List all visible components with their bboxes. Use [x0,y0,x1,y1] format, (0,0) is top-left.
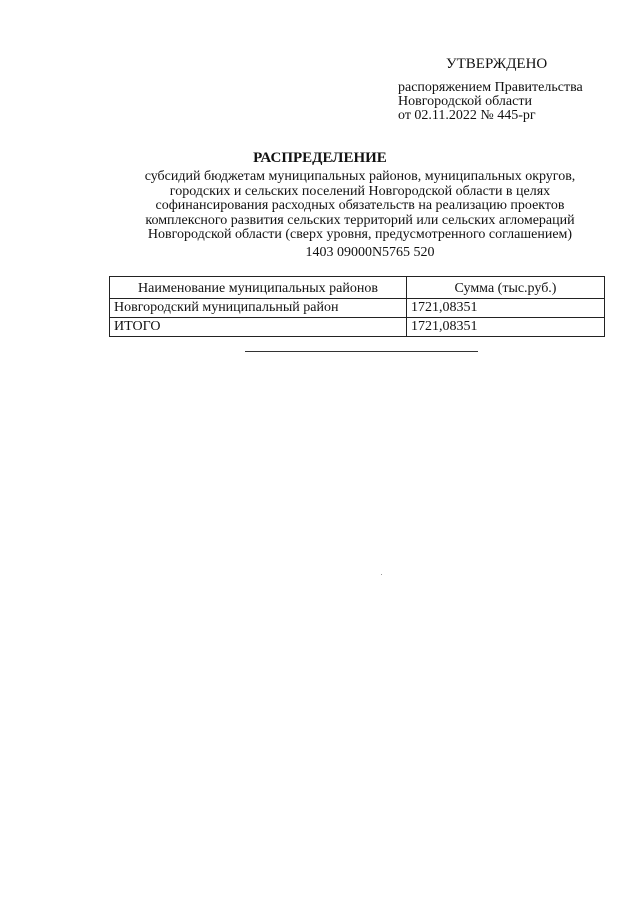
end-divider [245,351,478,352]
subtitle-line-1: субсидий бюджетам муниципальных районов, муниципальных округов, [144,169,576,184]
total-label-cell: ИТОГО [110,318,407,337]
approval-line-3: от 02.11.2022 № 445-рг [398,108,536,123]
approval-line-2: Новгородской области [398,94,532,109]
subtitle-line-3: софинансирования расходных обязательств на реализацию проектов [155,198,565,213]
subtitle-line-5: Новгородской области (сверх уровня, предусмотренного соглашением) [147,227,573,242]
approval-block [398,56,628,123]
header-district-name: Наименование муниципальных районов [110,277,407,299]
subtitle-line-4: комплексного развития сельских территорий или сельских агломераций [145,212,575,228]
header-amount: Сумма (тыс.руб.) [407,277,605,299]
distribution-table [109,276,605,337]
document-heading: РАСПРЕДЕЛЕНИЕ [253,150,387,166]
table-row [110,299,605,318]
table-total-row [110,318,605,337]
scan-speck [381,574,382,575]
approval-line-1: распоряжением Правительства [398,80,583,95]
amount-cell: 1721,08351 [407,299,605,318]
table-header-row [110,277,605,299]
document-subtitle [100,170,620,243]
total-amount-cell: 1721,08351 [407,318,605,337]
subtitle-line-2: городских и сельских поселений Новгородской области в целях [169,183,551,199]
budget-code: 1403 09000N5765 520 [305,245,435,260]
district-name-cell: Новгородский муниципальный район [110,299,407,318]
approval-title: УТВЕРЖДЕНО [446,56,548,72]
